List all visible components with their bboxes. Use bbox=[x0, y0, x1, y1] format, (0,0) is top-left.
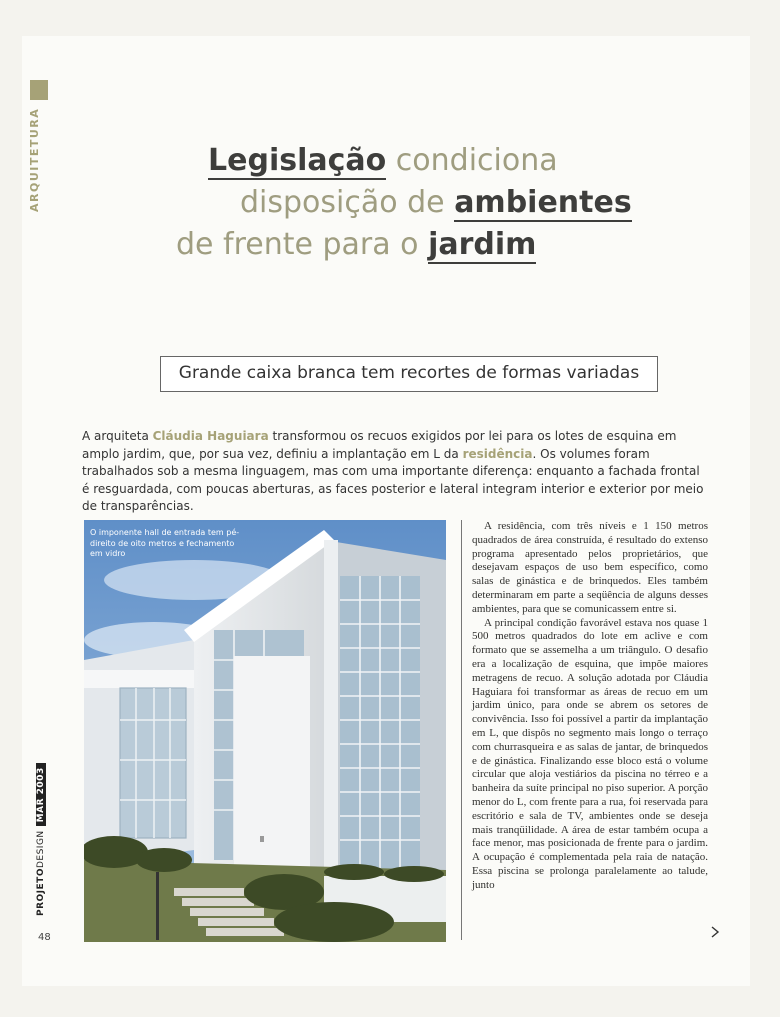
architect-name: Cláudia Haguiara bbox=[152, 429, 269, 443]
magazine-tag: PROJETODESIGNMAR 2003 bbox=[36, 763, 46, 916]
house-photo bbox=[84, 520, 446, 942]
body-paragraph: A principal condição favorável estava nos quase 1 500 metros quadrados do lote em aclive e com formato que se assemelha a um triângulo. O desafio era a localização de esquina, que impõe maiores metragens de recuo. A solução adotada por Cláudia Haguiara foi transformar as áreas de recuo em um jardim único, para onde se abrem os setores de convivência. Isso foi possível a partir da implantação em L, que dispôs no segmento mais longo o terraço com churrasqueira e as salas de jantar, de brinquedos e de ginástica. Finalizando esse bloco está o volume circular que aloja vestiários da piscina no térreo e a banheira da suíte principal no piso superior. A porção menor do L, com frente para a rua, foi reservada para escritório e sala de TV, ambientes onde se deseja mais tranqüilidade. A área de estar também ocupa a face menor, mas posicionada de frente para o jardim. A ocupação é complementada pela raia de natação. Essa piscina se prolonga paralelamente ao talude, junto bbox=[472, 616, 708, 891]
headline bbox=[150, 140, 690, 266]
subtitle-box: Grande caixa branca tem recortes de formas variadas bbox=[160, 356, 658, 392]
residence-keyword: residência bbox=[462, 446, 533, 461]
headline-line-2: disposição de ambientes bbox=[240, 185, 632, 220]
section-label: ARQUITETURA bbox=[28, 107, 41, 212]
headline-line-1: Legislação condiciona bbox=[208, 143, 558, 178]
continue-arrow-icon bbox=[710, 926, 720, 938]
headline-line-3: de frente para o jardim bbox=[176, 227, 537, 262]
headline-keyword: jardim bbox=[428, 227, 537, 262]
page-number: 48 bbox=[38, 932, 51, 943]
section-marker bbox=[30, 80, 48, 100]
headline-keyword: Legislação bbox=[208, 143, 387, 178]
lead-paragraph: A arquiteta Cláudia Haguiara transformou os recuos exigidos por lei para os lotes de esquina em amplo jardim, que, por sua vez, definiu a implantação em L da residência. Os volumes foram trabalhados sob a mesma linguagem, mas com uma importante diferença: enquanto a fachada frontal é resguardada, com poucas aberturas, as faces posterior e lateral integram interior e exterior por meio de transparências. bbox=[82, 429, 704, 513]
headline-keyword: ambientes bbox=[454, 185, 632, 220]
photo-caption: O imponente hall de entrada tem pé-direito de oito metros e fechamento em vidro bbox=[90, 528, 240, 558]
body-paragraph: A residência, com três níveis e 1 150 metros quadrados de área construída, é resultado do extenso programa apresentado pelos proprietários, que desejavam espaços de uso bem específico, como salas de ginástica e de brinquedos. Eles também determinaram em parte a seqüência de alguns desses ambientes, para que se comunicassem entre si. bbox=[472, 520, 708, 615]
column-divider bbox=[461, 520, 462, 940]
house-illustration bbox=[84, 520, 446, 942]
body-column bbox=[472, 520, 708, 893]
